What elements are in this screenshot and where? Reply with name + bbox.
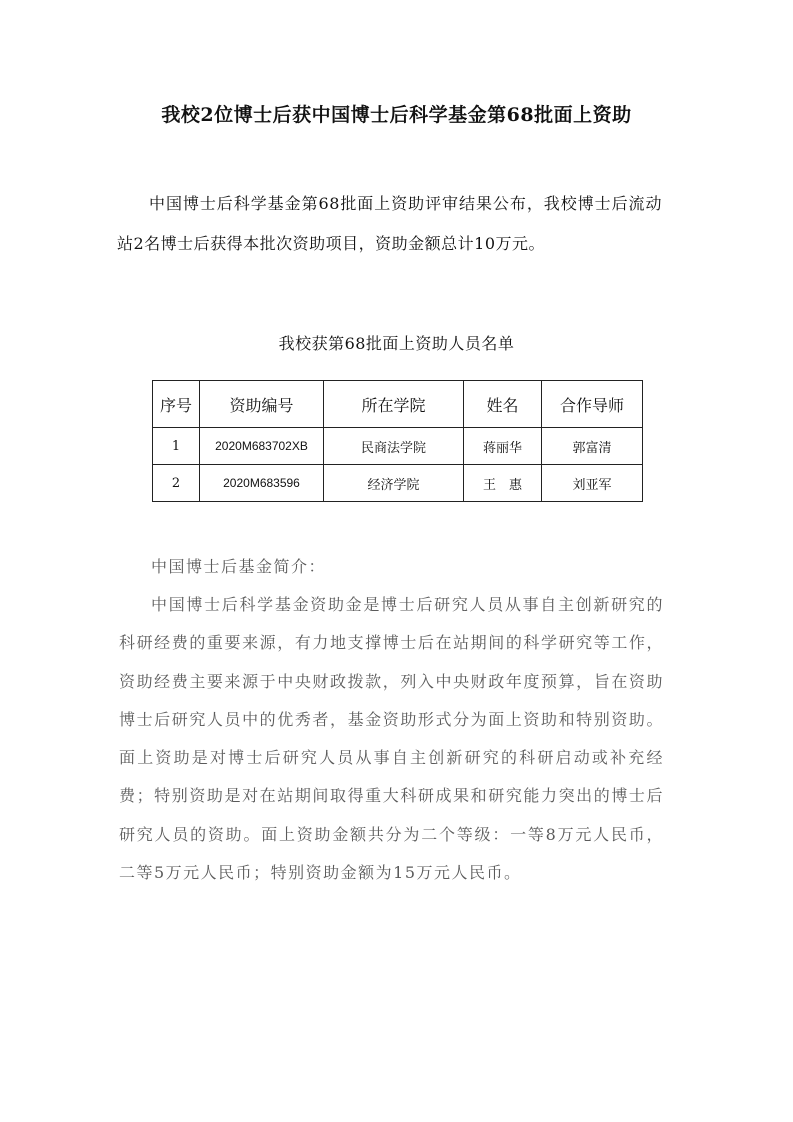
table-caption: 我校获第68批面上资助人员名单 (278, 334, 515, 353)
cell-grant-number: 2020M683702XB (200, 428, 324, 465)
table-row (153, 428, 643, 465)
table-row (153, 465, 643, 502)
header-index: 序号 (153, 381, 200, 428)
header-supervisor: 合作导师 (542, 381, 643, 428)
cell-name: 蒋丽华 (464, 428, 542, 465)
cell-supervisor: 刘亚军 (542, 465, 643, 502)
header-name: 姓名 (464, 381, 542, 428)
page-title: 我校2位博士后获中国博士后科学基金第68批面上资助 (161, 104, 632, 126)
cell-index: 2 (153, 465, 200, 502)
cell-college: 民商法学院 (324, 428, 464, 465)
table-header-row (153, 381, 643, 428)
intro-body: 中国博士后科学基金资助金是博士后研究人员从事自主创新研究的科研经费的重要来源，有力地支撑博士后在站期间的科学研究等工作，资助经费主要来源于中央财政拨款，列入中央财政年度预算，旨在资助博士后研究人员中的优秀者，基金资助形式分为面上资助和特别资助。面上资助是对博士后研究人员从事自主创新研究的科研启动或补充经费；特别资助是对在站期间取得重大科研成果和研究能力突出的博士后研究人员的资助。面上资助金额共分为二个等级：一等8万元人民币，二等5万元人民币；特别资助金额为15万元人民币。 (119, 595, 664, 883)
fund-introduction (119, 548, 664, 892)
header-grant-number: 资助编号 (200, 381, 324, 428)
intro-heading: 中国博士后基金简介： (151, 557, 327, 576)
cell-grant-number: 2020M683596 (200, 465, 324, 502)
cell-college: 经济学院 (324, 465, 464, 502)
cell-supervisor: 郭富清 (542, 428, 643, 465)
announcement-paragraph: 中国博士后科学基金第68批面上资助评审结果公布，我校博士后流动站2名博士后获得本批次资助项目，资助金额总计10万元。 (117, 194, 662, 253)
cell-index: 1 (153, 428, 200, 465)
cell-name: 王 惠 (464, 465, 542, 502)
funded-personnel-table (152, 380, 643, 502)
header-college: 所在学院 (324, 381, 464, 428)
